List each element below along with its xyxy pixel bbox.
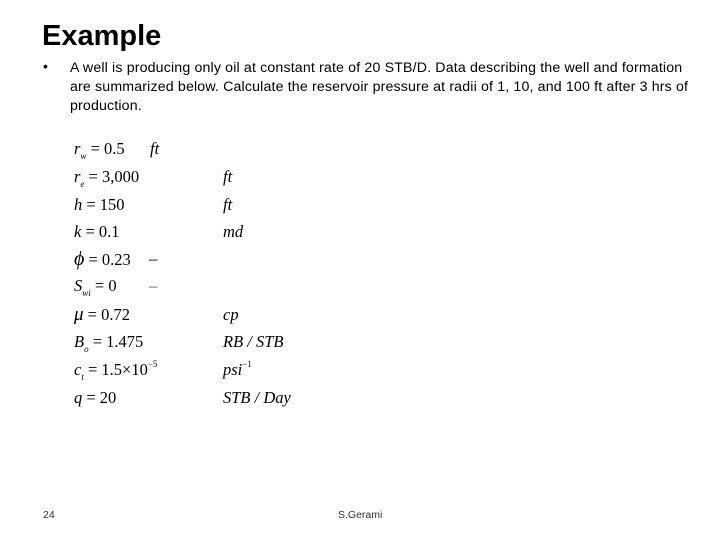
unit-rw: ft [150,139,160,158]
eq-ct: $c_t = 1.5\times 10^{-5}$ [74,359,158,382]
eq-bo: $B_o = 1.475$ [74,332,144,354]
unit-h: ft [223,195,233,214]
problem-statement: A well is producing only oil at constant rate of 20 STB/D. Data describing the well and formation are summarized below. Calculate the reservoir pressure at radii of 1, 10, and 100 ft after 3 hrs of production. [70,60,689,114]
slide-title: Example [42,20,162,52]
eq-mu: μ = 0.72 [74,304,130,325]
eq-re: $r_e = 3,000$ [74,167,140,189]
footer-author: S.Gerami [338,509,383,521]
eq-h: h = 150 [74,195,125,214]
unit-phi: – [149,249,158,268]
unit-mu: cp [223,305,239,324]
unit-bo: RB / STB [223,332,284,351]
unit-q: STB / Day [223,388,291,407]
unit-ct: psi$^{-1}$ [223,359,252,379]
page-number: 24 [43,509,55,521]
bullet-marker: • [43,58,48,74]
eq-k: k = 0.1 [74,222,120,241]
unit-re: ft [223,167,233,186]
eq-phi: ϕ = 0.23 [74,248,131,270]
unit-swi: – [149,276,158,295]
eq-q: q = 20 [74,388,117,407]
unit-k: md [223,222,244,241]
eq-swi: $S_{wi} = 0$ [74,276,117,298]
eq-rw: $r_w = 0.5$ [74,139,125,161]
